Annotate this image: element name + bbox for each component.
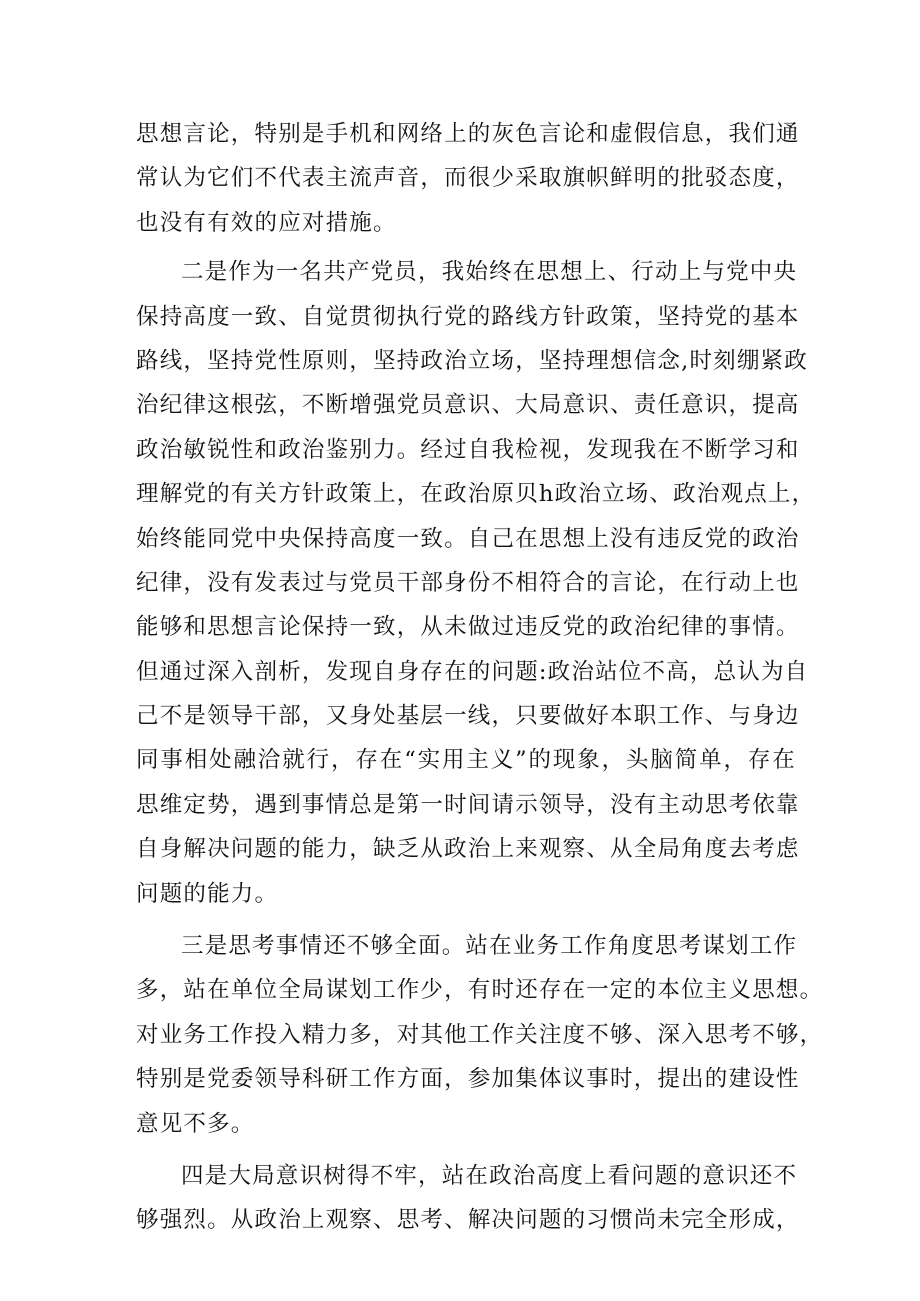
paragraph-four [136, 1154, 800, 1243]
text-line: 自身解决问题的能力，缺乏从政治上来观察、从全局角度去考虑 [136, 836, 800, 863]
text-line: 能够和思想言论保持一致，从未做过违反党的政治纪律的事情。 [136, 614, 800, 641]
text-line: 思想言论，特别是手机和网络上的灰色言论和虚假信息，我们通 [136, 121, 800, 147]
text-line: 理解党的有关方针政策上，在政治原贝h政治立场、政治观点上， [136, 481, 816, 508]
text-line: 二是作为一名共产党员，我始终在思想上、行动上与党中央 [181, 259, 798, 286]
text-line: 保持高度一致、自觉贯彻执行党的路线方针政策，坚持党的基本 [136, 303, 800, 330]
text-line: 政治敏锐性和政治鉴别力。经过自我检视，发现我在不断学习和 [136, 436, 800, 463]
text-line: 问题的能力。 [136, 880, 279, 907]
text-line: 己不是领导干部，又身处基层一线，只要做好本职工作、与身边 [136, 703, 800, 730]
text-line: 也没有有效的应对措施。 [136, 209, 397, 236]
text-line: 治纪律这根弦，不断增强党员意识、大局意识、责任意识，提高 [136, 392, 800, 419]
text-line: 意见不多。 [136, 1110, 255, 1137]
text-line: 够强烈。从政治上观察、思考、解决问题的习惯尚未完全形成， [136, 1207, 800, 1234]
text-line: 思维定势，遇到事情总是第一时间请示领导，没有主动思考依靠 [136, 791, 800, 818]
text-line: 纪律，没有发表过与党员干部身份不相符合的言论，在行动上也 [136, 569, 800, 596]
text-line: 始终能同党中央保持高度一致。自己在思想上没有违反党的政治 [136, 525, 800, 552]
text-line: 对业务工作投入精力多，对其他工作关注度不够、深入思考不够， [136, 1021, 824, 1048]
text-line: 但通过深入剖析，发现自身存在的问题:政治站位不高，总认为自 [136, 658, 809, 685]
text-line: 常认为它们不代表主流声音，而很少采取旗帜鲜明的批驳态度， [136, 165, 800, 192]
paragraph-three [136, 924, 824, 1146]
text-line: 多，站在单位全局谋划工作少，有时还存在一定的本位主义思想。 [136, 977, 824, 1004]
text-line: 同事相处融洽就行，存在“实用主义”的现象，头脑简单，存在 [136, 747, 796, 774]
text-line: 三是思考事情还不够全面。站在业务工作角度思考谋划工作 [181, 933, 798, 960]
document-body [136, 112, 824, 1243]
text-line: 四是大局意识树得不牢，站在政治高度上看问题的意识还不 [181, 1162, 798, 1189]
paragraph-two [136, 250, 816, 916]
text-line: 特别是党委领导科研工作方面，参加集体议事时，提出的建设性 [136, 1066, 800, 1093]
paragraph-continuation [136, 112, 800, 245]
text-line: 路线，坚持党性原则，坚持政治立场，坚持理想信念,时刻绷紧政 [136, 347, 808, 374]
